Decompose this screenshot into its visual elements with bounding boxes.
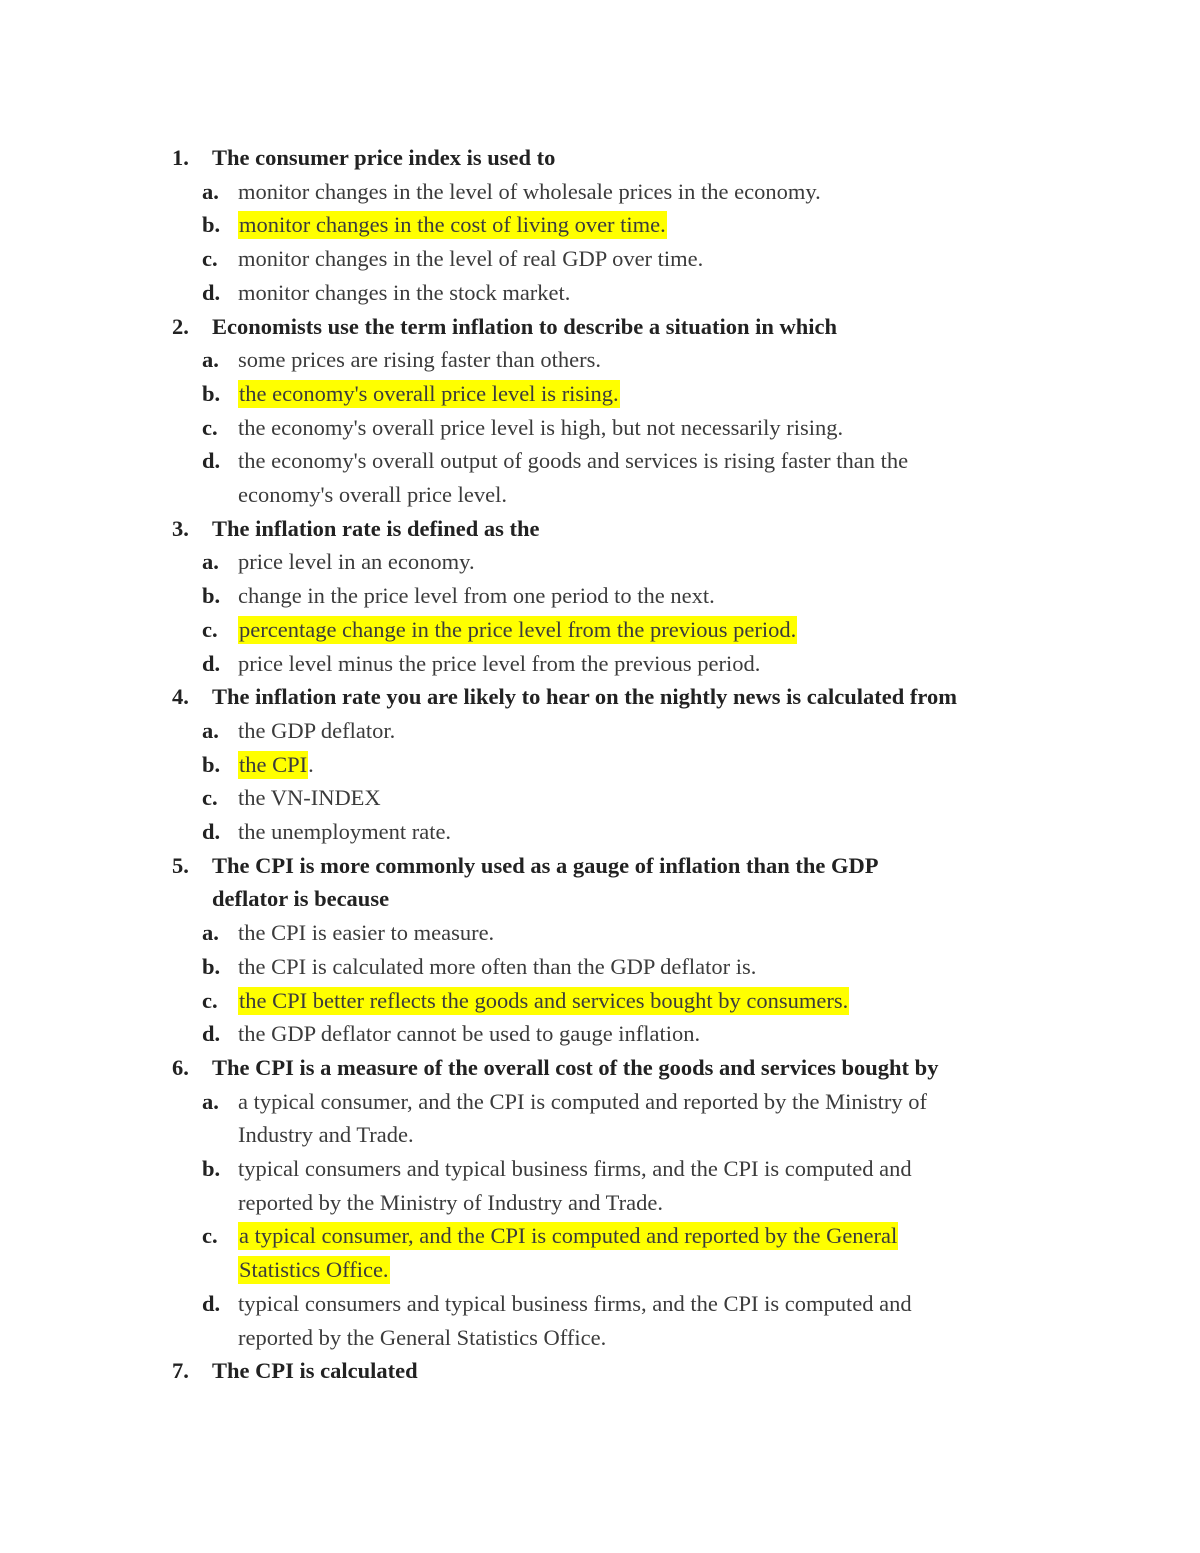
- question-text: Economists use the term inflation to describe a situation in which: [212, 313, 838, 339]
- option-letter: a.: [202, 717, 219, 743]
- option-text-correct: [238, 1221, 898, 1251]
- option-text: [238, 1154, 912, 1184]
- answer-text: typical consumers and typical business firms, and the CPI is computed and: [238, 1156, 912, 1181]
- option-text: [238, 716, 395, 746]
- option-letter: b.: [202, 380, 221, 406]
- answer-text: a typical consumer, and the CPI is computed and reported by the Ministry of: [238, 1088, 927, 1114]
- option-text: [238, 1120, 414, 1150]
- option-text: [238, 413, 843, 443]
- option-text: [238, 1289, 912, 1319]
- option-letter: b.: [202, 751, 221, 777]
- option-letter: c.: [202, 246, 218, 272]
- option-letter: d.: [202, 650, 221, 676]
- option-letter: b.: [202, 583, 221, 609]
- option-text-correct: [238, 379, 620, 409]
- answer-text: price level in an economy.: [238, 549, 475, 575]
- answer-text: the economy's overall price level is high, but not necessarily rising.: [238, 414, 844, 440]
- option-text: [238, 177, 821, 207]
- highlighted-answer: the economy's overall price level is rising.: [239, 380, 619, 406]
- option-letter: b.: [202, 1156, 221, 1181]
- option-text-correct: [238, 986, 849, 1016]
- question-text: The CPI is calculated: [212, 1358, 418, 1384]
- option-letter: d.: [202, 819, 221, 844]
- option-text: [238, 446, 908, 476]
- option-letter: c.: [202, 1223, 218, 1249]
- answer-suffix: .: [308, 751, 314, 777]
- answer-text: typical consumers and typical business firms, and the CPI is computed and: [238, 1290, 912, 1316]
- option-letter: a.: [202, 1088, 219, 1114]
- question-number: 7.: [172, 1358, 189, 1384]
- highlighted-answer: monitor changes in the cost of living over time.: [239, 212, 666, 238]
- answer-text: the economy's overall output of goods and services is rising faster than the: [238, 448, 909, 474]
- answer-text: monitor changes in the stock market.: [238, 279, 571, 305]
- option-text: [238, 649, 760, 679]
- option-letter: d.: [202, 279, 221, 305]
- answer-text: reported by the General Statistics Office.: [238, 1324, 607, 1350]
- answer-text: the GDP deflator cannot be used to gauge inflation.: [238, 1021, 701, 1047]
- question-text: The consumer price index is used to: [212, 145, 556, 170]
- question-text: The inflation rate you are likely to hear on the nightly news is calculated from: [212, 684, 957, 710]
- answer-text: reported by the Ministry of Industry and Trade.: [238, 1189, 663, 1215]
- option-text-correct: [238, 210, 667, 240]
- option-letter: c.: [202, 616, 218, 642]
- option-letter: d.: [202, 448, 221, 474]
- answer-text: the VN-INDEX: [238, 785, 381, 811]
- option-text: [238, 345, 601, 375]
- option-text: [238, 244, 703, 274]
- option-letter: a.: [202, 920, 219, 946]
- option-letter: c.: [202, 414, 218, 440]
- question-number: 1.: [172, 145, 189, 170]
- option-text: [238, 1019, 700, 1049]
- option-text: [238, 1323, 606, 1353]
- answer-text: the CPI is calculated more often than the GDP deflator is.: [238, 953, 757, 979]
- option-letter: c.: [202, 987, 218, 1013]
- question-number: 3.: [172, 515, 189, 541]
- option-text: [238, 581, 715, 611]
- option-letter: d.: [202, 1021, 221, 1047]
- option-letter: a.: [202, 347, 219, 373]
- answer-text: change in the price level from one period to the next.: [238, 583, 715, 609]
- answer-text: some prices are rising faster than others.: [238, 347, 601, 373]
- highlighted-answer: the CPI: [239, 751, 308, 777]
- option-text-correct: [238, 615, 797, 645]
- question-number: 5.: [172, 852, 189, 878]
- option-text: [238, 547, 475, 577]
- option-letter: d.: [202, 1290, 221, 1316]
- answer-text: the CPI is easier to measure.: [238, 920, 495, 946]
- highlighted-answer: Statistics Office.: [239, 1257, 389, 1283]
- option-text: [238, 952, 756, 982]
- highlighted-answer: a typical consumer, and the CPI is computed and reported by the General: [239, 1223, 898, 1249]
- option-text: [238, 783, 381, 813]
- option-letter: c.: [202, 785, 218, 811]
- highlighted-answer: percentage change in the price level from the previous period.: [239, 616, 797, 642]
- option-text: [238, 1188, 663, 1218]
- answer-text: monitor changes in the level of real GDP over time.: [238, 246, 704, 272]
- highlighted-answer: the CPI better reflects the goods and services bought by consumers.: [239, 987, 849, 1013]
- option-text: [238, 278, 570, 308]
- question-number: 6.: [172, 1054, 189, 1080]
- option-letter: a.: [202, 178, 219, 204]
- answer-text: monitor changes in the level of wholesale prices in the economy.: [238, 178, 821, 204]
- answer-text: economy's overall price level.: [238, 482, 507, 507]
- answer-text: price level minus the price level from the previous period.: [238, 650, 761, 676]
- option-text: [238, 817, 451, 847]
- question-text: deflator is because: [212, 886, 390, 912]
- option-text-correct: [238, 750, 314, 780]
- option-text-correct: [238, 1255, 390, 1285]
- question-number: 2.: [172, 313, 189, 339]
- answer-text: the unemployment rate.: [238, 819, 452, 844]
- question-text: The CPI is more commonly used as a gauge of inflation than the GDP: [212, 852, 879, 878]
- option-text: [238, 1087, 927, 1117]
- option-letter: b.: [202, 953, 221, 979]
- option-text: [238, 918, 494, 948]
- answer-text: Industry and Trade.: [238, 1122, 414, 1148]
- answer-text: the GDP deflator.: [238, 717, 396, 743]
- question-text: The inflation rate is defined as the: [212, 515, 540, 541]
- option-letter: b.: [202, 212, 221, 238]
- option-text: [238, 480, 507, 510]
- question-text: The CPI is a measure of the overall cost of the goods and services bought by: [212, 1054, 939, 1080]
- option-letter: a.: [202, 549, 219, 575]
- question-number: 4.: [172, 684, 189, 710]
